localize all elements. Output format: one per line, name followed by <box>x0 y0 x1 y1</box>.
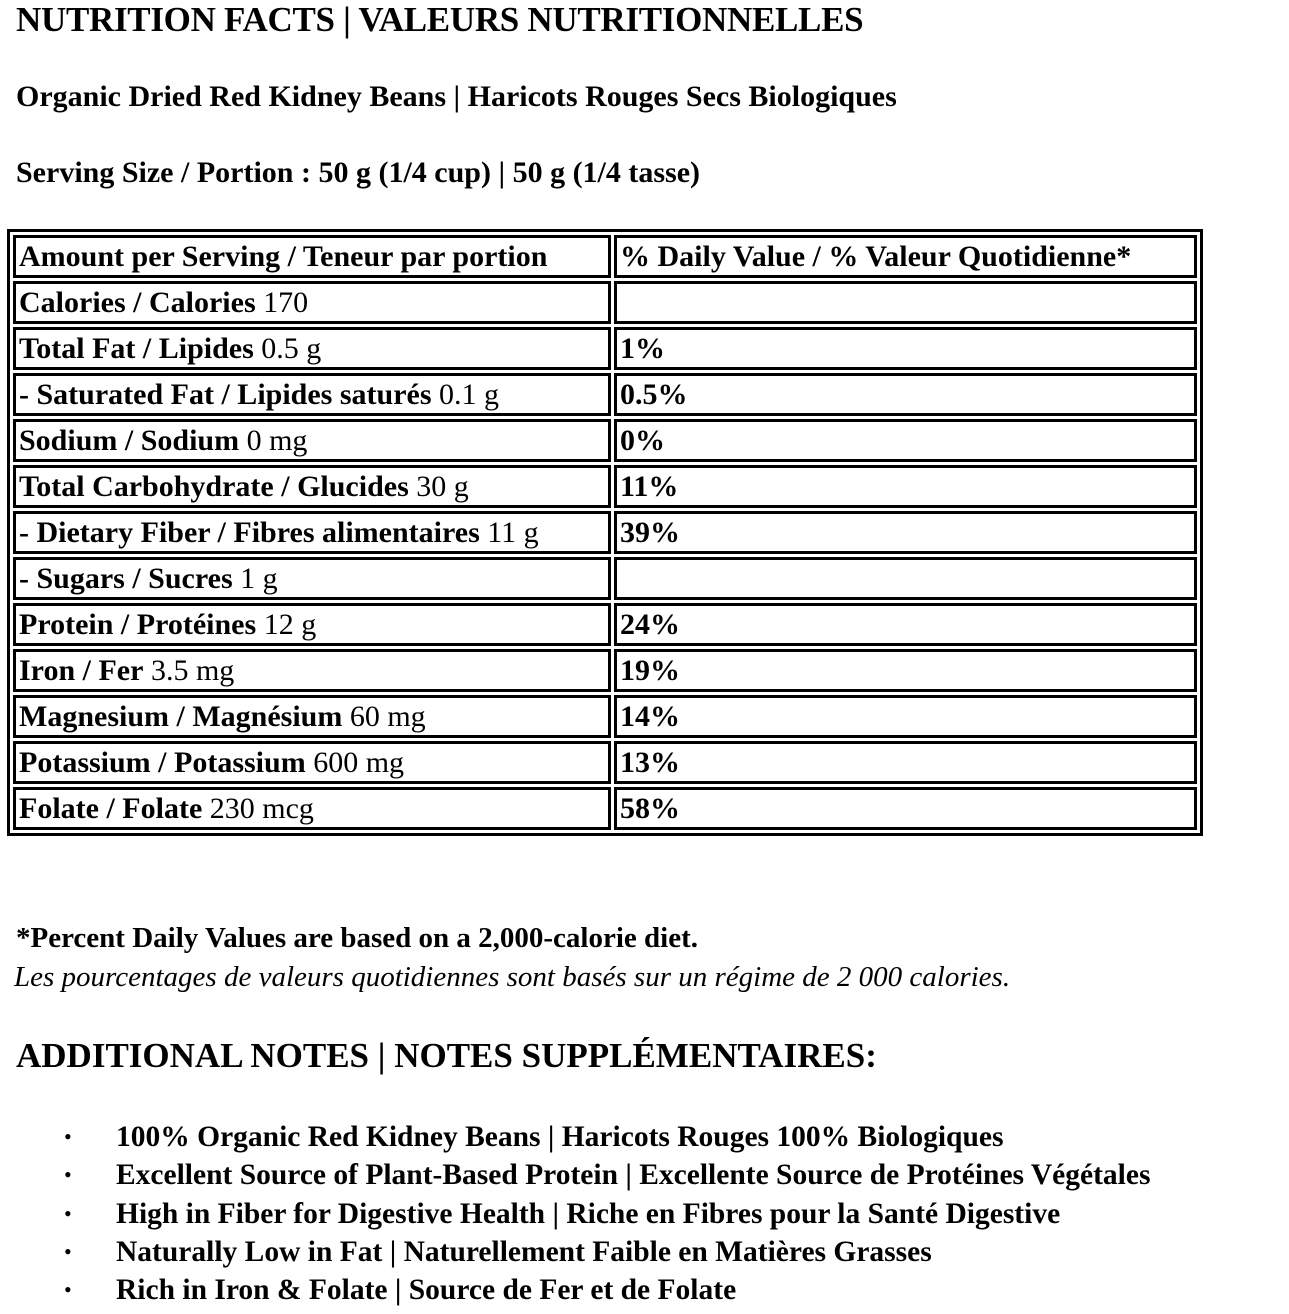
column-header-daily-value: % Daily Value / % Valeur Quotidienne* <box>614 235 1197 278</box>
list-item <box>0 1156 1150 1194</box>
nutrient-amount: 3.5 mg <box>150 654 235 687</box>
nutrient-amount: 12 g <box>263 608 317 641</box>
list-item <box>0 1195 1150 1233</box>
nutrient-cell <box>13 373 611 416</box>
table-row <box>13 603 1197 646</box>
footnote-french: Les pourcentages de valeurs quotidiennes sont basés sur un régime de 2 000 calories. <box>14 961 1011 993</box>
serving-size: Serving Size / Portion : 50 g (1/4 cup) | 50 g (1/4 tasse) <box>16 156 701 189</box>
bullet-icon: • <box>64 1238 72 1264</box>
bullet-icon: • <box>64 1277 72 1303</box>
nutrient-cell <box>13 741 611 784</box>
note-text: 100% Organic Red Kidney Beans | Haricots Rouges 100% Biologiques <box>116 1121 1004 1153</box>
nutrient-cell <box>13 557 611 600</box>
nutrient-cell <box>13 511 611 554</box>
nutrient-cell <box>13 419 611 462</box>
nutrient-amount: 60 mg <box>349 700 426 733</box>
list-item <box>0 1271 1150 1309</box>
nutrient-cell <box>13 603 611 646</box>
daily-value-cell: 13% <box>614 741 1197 784</box>
nutrient-cell <box>13 695 611 738</box>
bullet-icon: • <box>64 1200 72 1226</box>
table-row <box>13 419 1197 462</box>
notes-title: ADDITIONAL NOTES | NOTES SUPPLÉMENTAIRES: <box>16 1036 877 1075</box>
nutrient-amount: 1 g <box>240 562 278 595</box>
footnote-english: *Percent Daily Values are based on a 2,000-calorie diet. <box>16 922 698 954</box>
table-row <box>13 465 1197 508</box>
nutrient-name: Total Carbohydrate / Glucides <box>19 470 409 503</box>
table-row <box>13 649 1197 692</box>
nutrient-amount: 230 mcg <box>209 792 314 825</box>
nutrient-cell <box>13 649 611 692</box>
table-row <box>13 557 1197 600</box>
table-row <box>13 327 1197 370</box>
table-row <box>13 511 1197 554</box>
table-row <box>13 741 1197 784</box>
nutrient-amount: 0 mg <box>246 424 308 457</box>
daily-value-cell: 1% <box>614 327 1197 370</box>
daily-value-cell: 24% <box>614 603 1197 646</box>
page-title: NUTRITION FACTS | VALEURS NUTRITIONNELLES <box>16 0 864 39</box>
nutrient-amount: 0.5 g <box>261 332 322 365</box>
nutrient-name: Magnesium / Magnésium <box>19 700 343 733</box>
bullet-icon: • <box>64 1124 72 1149</box>
nutrient-cell <box>13 327 611 370</box>
nutrient-cell <box>13 465 611 508</box>
nutrient-name: Protein / Protéines <box>19 608 257 641</box>
daily-value-cell: 11% <box>614 465 1197 508</box>
table-row <box>13 373 1197 416</box>
nutrient-name: Iron / Fer <box>19 654 144 687</box>
nutrition-table <box>7 229 1203 836</box>
daily-value-cell: 19% <box>614 649 1197 692</box>
daily-value-cell <box>614 281 1197 324</box>
nutrient-name: - Dietary Fiber / Fibres alimentaires <box>19 516 480 549</box>
nutrient-amount: 30 g <box>416 470 469 503</box>
daily-value-cell: 0.5% <box>614 373 1197 416</box>
note-text: Excellent Source of Plant-Based Protein | Excellente Source de Protéines Végétales <box>116 1159 1151 1192</box>
daily-value-cell: 14% <box>614 695 1197 738</box>
note-text: Naturally Low in Fat | Naturellement Faible en Matières Grasses <box>116 1235 932 1268</box>
list-item <box>0 1118 1150 1156</box>
daily-value-cell <box>614 557 1197 600</box>
nutrient-name: Sodium / Sodium <box>19 424 240 457</box>
nutrient-name: Total Fat / Lipides <box>19 332 254 365</box>
nutrient-name: - Saturated Fat / Lipides saturés <box>19 378 432 411</box>
notes-list <box>0 1118 1150 1309</box>
nutrient-name: Potassium / Potassium <box>19 746 306 779</box>
nutrient-name: Calories / Calories <box>19 286 256 319</box>
nutrient-amount: 170 <box>263 286 309 319</box>
list-item <box>0 1233 1150 1271</box>
note-text: Rich in Iron & Folate | Source de Fer et de Folate <box>116 1274 737 1307</box>
nutrient-amount: 0.1 g <box>439 378 499 411</box>
product-name: Organic Dried Red Kidney Beans | Haricots Rouges Secs Biologiques <box>16 80 897 113</box>
daily-value-cell: 39% <box>614 511 1197 554</box>
table-row <box>13 787 1197 830</box>
table-row <box>13 695 1197 738</box>
daily-value-cell: 58% <box>614 787 1197 830</box>
nutrient-cell <box>13 281 611 324</box>
nutrient-amount: 600 mg <box>313 746 405 779</box>
nutrient-amount: 11 g <box>487 516 539 549</box>
bullet-icon: • <box>64 1162 72 1188</box>
table-header-row <box>13 235 1197 278</box>
nutrient-name: Folate / Folate <box>19 792 203 825</box>
table-row <box>13 281 1197 324</box>
column-header-nutrient: Amount per Serving / Teneur par portion <box>13 235 611 278</box>
nutrient-name: - Sugars / Sucres <box>19 562 233 595</box>
nutrient-cell <box>13 787 611 830</box>
note-text: High in Fiber for Digestive Health | Riche en Fibres pour la Santé Digestive <box>116 1197 1061 1230</box>
daily-value-cell: 0% <box>614 419 1197 462</box>
